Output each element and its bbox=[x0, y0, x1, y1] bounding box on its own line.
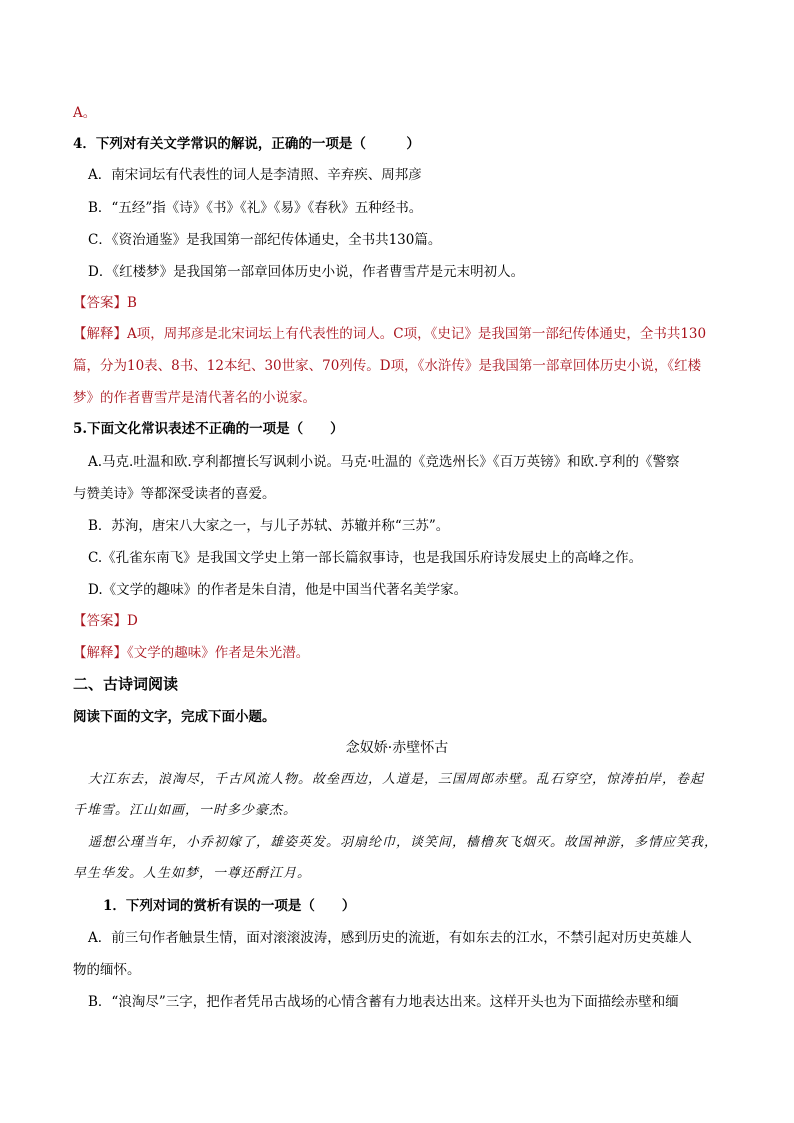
question-5-option-c: C.《孔雀东南飞》是我国文学史上第一部长篇叙事诗，也是我国乐府诗发展史上的高峰之作。 bbox=[88, 550, 643, 566]
question-5-option-b: B．苏洵，唐宋八大家之一，与儿子苏轼、苏辙并称“三苏”。 bbox=[88, 518, 450, 534]
poem-line-2: 千堆雪。江山如画，一时多少豪杰。 bbox=[73, 803, 298, 818]
poem-question-1-stem: 1．下列对词的赏析有误的一项是（ ） bbox=[103, 898, 356, 914]
question-5-option-a-line-2: 与赞美诗》等都深受读者的喜爱。 bbox=[73, 486, 276, 502]
poem-line-4: 早生华发。人生如梦，一尊还酹江月。 bbox=[73, 866, 312, 881]
question-4-option-c: C．《资治通鉴》是我国第一部纪传体通史，全书共130篇。 bbox=[88, 232, 442, 248]
question-4-stem: 4．下列对有关文学常识的解说，正确的一项是（ ） bbox=[73, 136, 420, 152]
section-2-heading: 二、古诗词阅读 bbox=[73, 675, 179, 693]
poem-question-1-option-a-line-2: 物的缅怀。 bbox=[73, 962, 141, 978]
question-5-stem: 5.下面文化常识表述不正确的一项是（ ） bbox=[73, 421, 344, 437]
previous-answer-tail: A。 bbox=[73, 105, 97, 121]
question-5-option-d: D.《文学的趣味》的作者是朱自清，他是中国当代著名美学家。 bbox=[88, 582, 468, 598]
question-5-explanation: 【解释】《文学的趣味》作者是朱光潜。 bbox=[73, 645, 310, 661]
question-4-answer: 【答案】B bbox=[73, 295, 137, 311]
poem-question-1-option-b-line-1: B．“浪淘尽”三字，把作者凭吊古战场的心情含蓄有力地表达出来。这样开头也为下面描绘赤壁和缅 bbox=[88, 994, 679, 1010]
question-4-option-d: D．《红楼梦》是我国第一部章回体历史小说，作者曹雪芹是元末明初人。 bbox=[88, 264, 525, 280]
poem-line-3: 遥想公瑾当年，小乔初嫁了，雄姿英发。羽扇纶巾，谈笑间，樯橹灰飞烟灭。故国神游，多情应笑我， bbox=[88, 835, 719, 850]
question-4-option-b: B．“五经”指《诗》《书》《礼》《易》《春秋》五种经书。 bbox=[88, 200, 423, 216]
question-5-answer: 【答案】D bbox=[73, 613, 138, 629]
question-4-explanation-line-1: 【解释】A项，周邦彦是北宋词坛上有代表性的词人。C项，《史记》是我国第一部纪传体通史，全书共130 bbox=[73, 326, 707, 342]
poem-title: 念奴娇·赤壁怀古 bbox=[345, 740, 449, 756]
question-5-option-a-line-1: A.马克.吐温和欧.亨利都擅长写讽刺小说。马克·吐温的《竞选州长》《百万英镑》和欧.亨利的《警察 bbox=[88, 454, 680, 470]
poem-question-1-option-a-line-1: A．前三句作者触景生情，面对滚滚波涛，感到历史的流逝，有如东去的江水，不禁引起对历史英雄人 bbox=[88, 930, 692, 946]
section-2-instruction: 阅读下面的文字，完成下面小题。 bbox=[73, 709, 276, 725]
poem-line-1: 大江东去，浪淘尽，千古风流人物。故垒西边，人道是，三国周郎赤壁。乱石穿空，惊涛拍岸，卷起 bbox=[88, 772, 705, 787]
question-4-explanation-line-3: 梦》的作者曹雪芹是清代著名的小说家。 bbox=[73, 390, 316, 406]
question-4-explanation-line-2: 篇，分为10表、8书、12本纪、30世家、70列传。D项，《水浒传》是我国第一部章回体历史小说，《红楼 bbox=[73, 358, 702, 374]
question-4-option-a: A．南宋词坛有代表性的词人是李清照、辛弃疾、周邦彦 bbox=[88, 167, 422, 183]
